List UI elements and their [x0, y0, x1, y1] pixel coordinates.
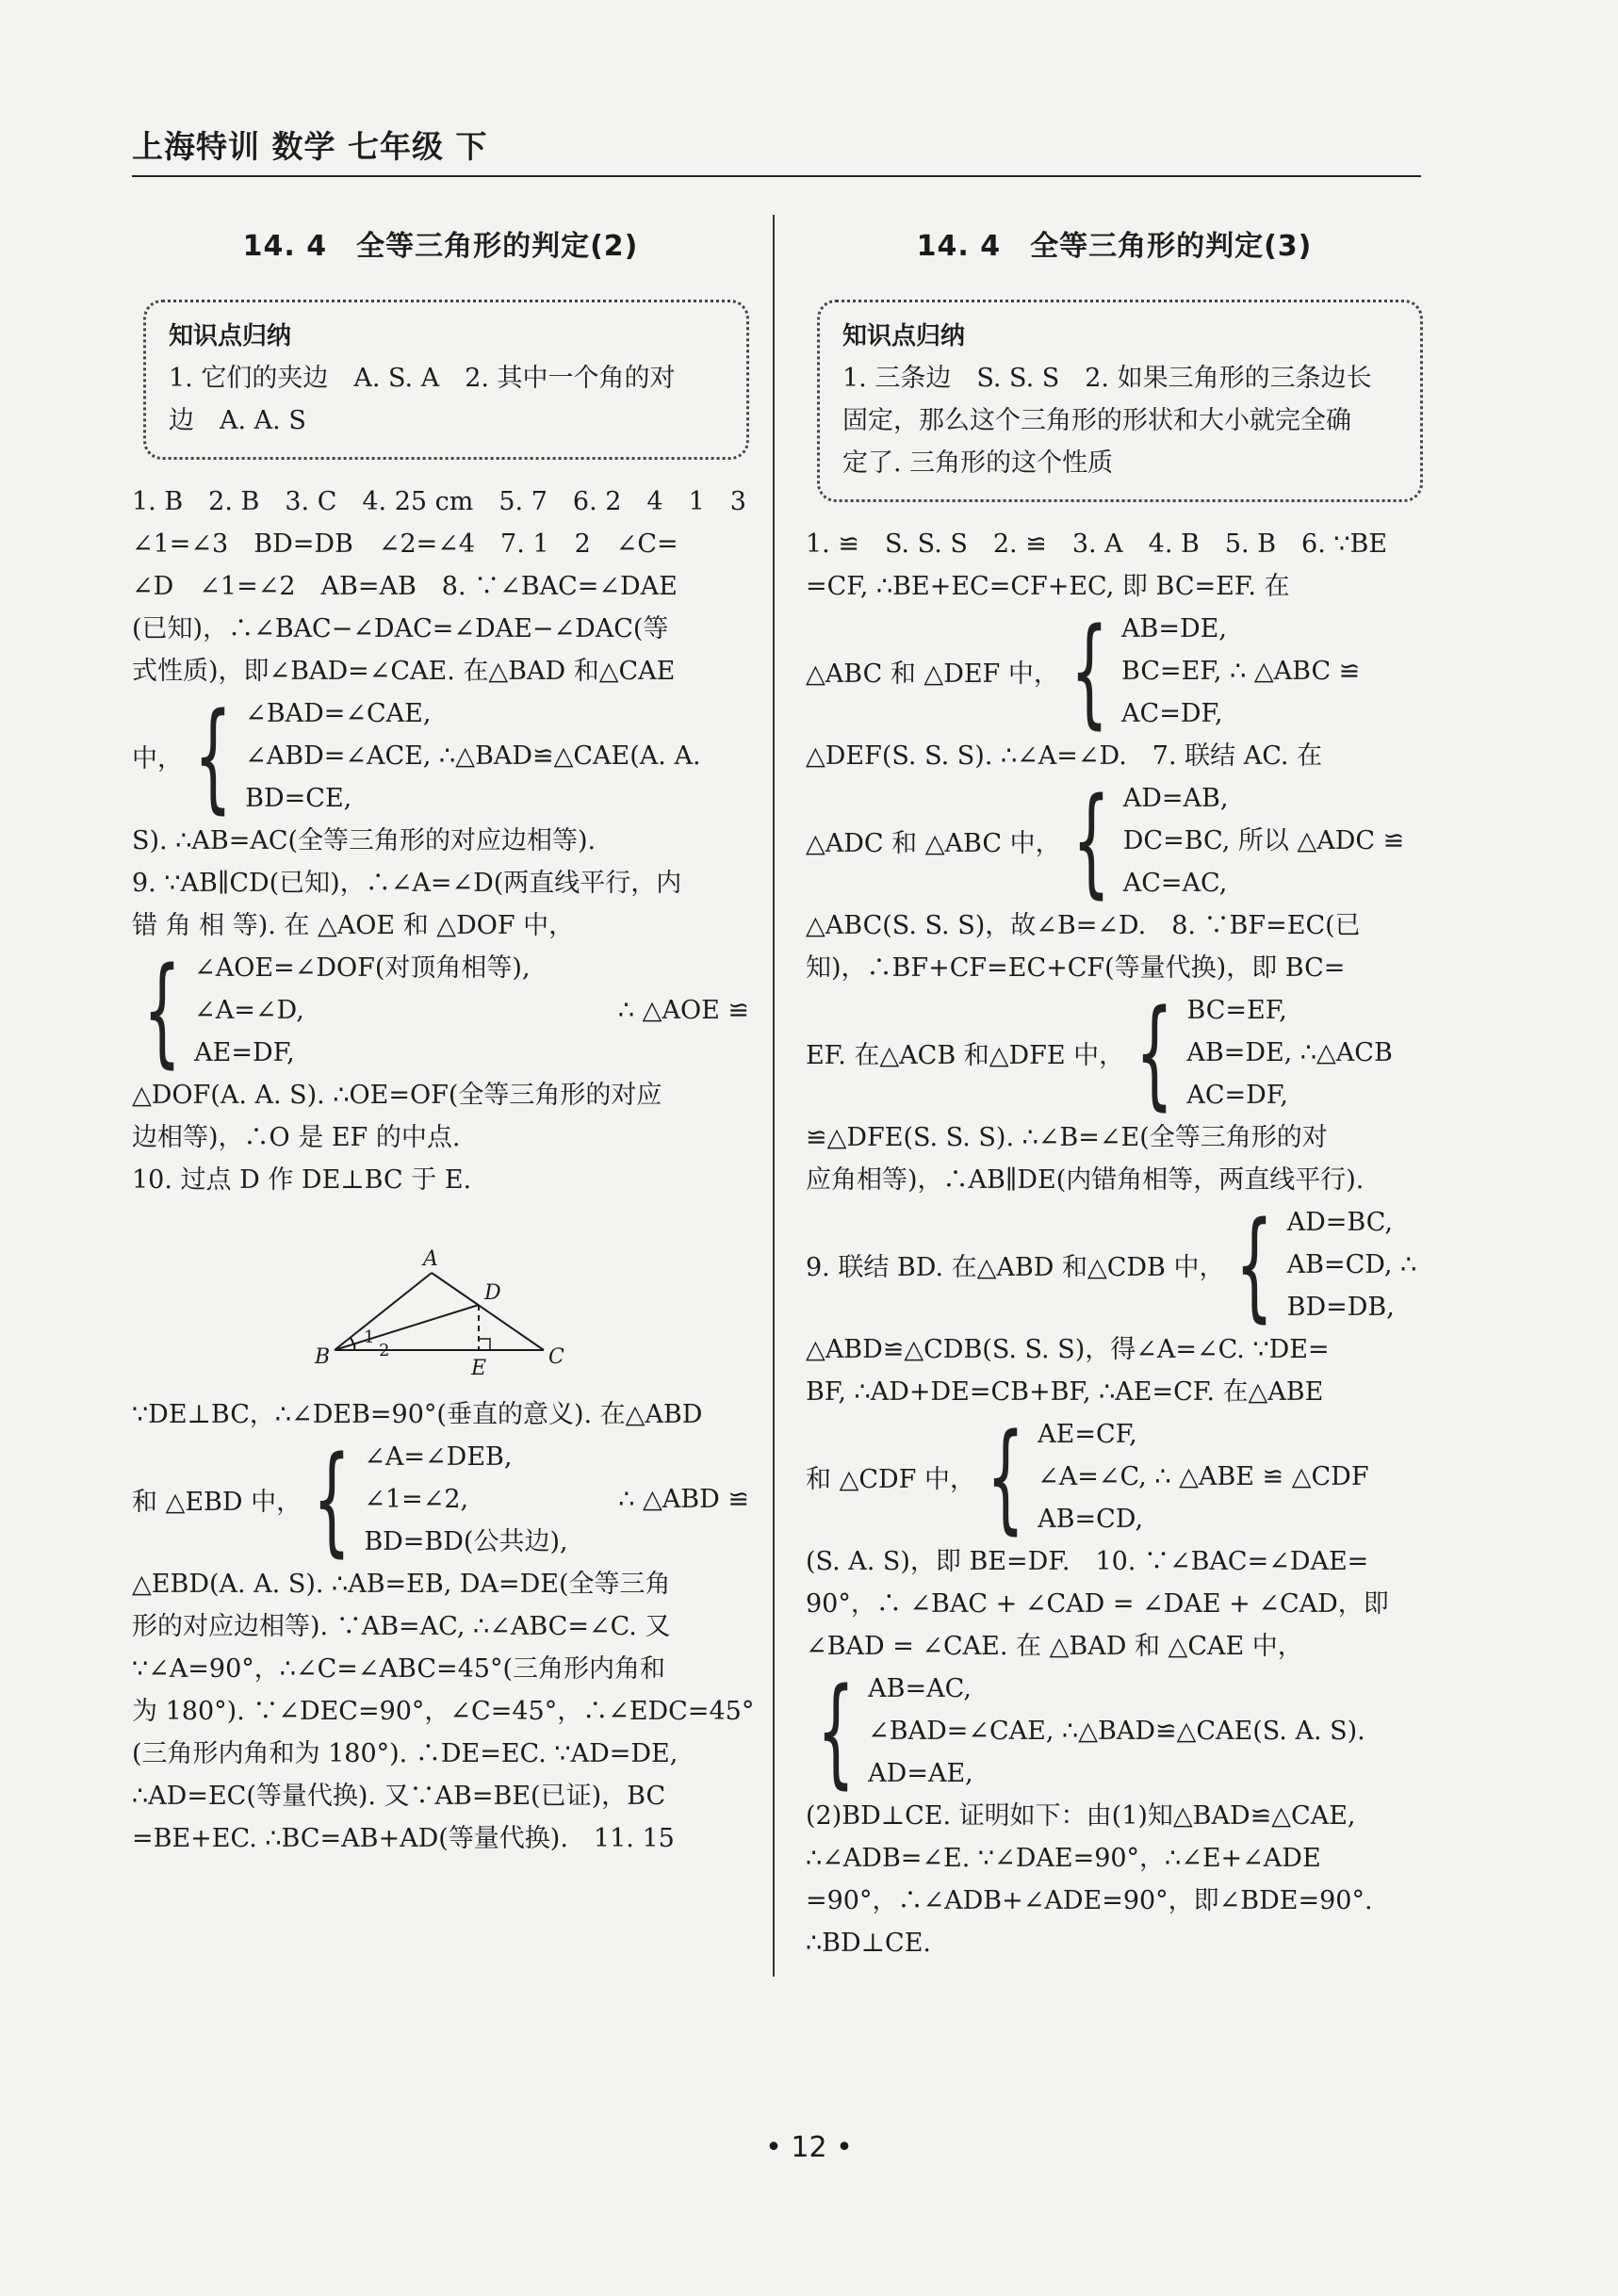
- system-row: BC=EF,: [1186, 996, 1287, 1025]
- label-e: E: [471, 1357, 487, 1380]
- answer-line: =90°，∴∠ADB+∠ADE=90°，即∠BDE=90°.: [806, 1886, 1373, 1915]
- right-angle-mark: [479, 1339, 490, 1350]
- system-prefix: △ADC 和 △ABC 中，: [806, 829, 1061, 858]
- system-suffix: ∴ △ABD ≌: [618, 1485, 749, 1514]
- answer-line: 1. ≌ S. S. S 2. ≌ 3. A 4. B 5. B 6. ∵BE: [806, 529, 1388, 559]
- left-brace: {: [313, 1429, 351, 1569]
- left-brace: {: [1235, 1195, 1274, 1334]
- equation-system: [132, 686, 749, 825]
- answer-line: ∠D ∠1=∠2 AB=AB 8. ∵∠BAC=∠DAE: [132, 572, 678, 601]
- label-b: B: [315, 1345, 331, 1369]
- system-row: ∠A=∠DEB,: [364, 1442, 513, 1472]
- column-divider: [773, 215, 775, 1977]
- answer-line: 知)，∴BF+CF=EC+CF(等量代换)，即 BC=: [806, 953, 1346, 983]
- answer-line: (2)BD⊥CE. 证明如下：由(1)知△BAD≌△CAE,: [806, 1801, 1356, 1831]
- system-prefix: 和 △EBD 中，: [132, 1488, 302, 1517]
- side-ab: [335, 1273, 432, 1350]
- left-column: [132, 222, 755, 1860]
- answer-line: =CF, ∴BE+EC=CF+EC, 即 BC=EF. 在: [806, 572, 1290, 601]
- answer-line: ∠1=∠3 BD=DB ∠2=∠4 7. 1 2 ∠C=: [132, 529, 678, 559]
- answer-line: 形的对应边相等). ∵AB=AC, ∴∠ABC=∠C. 又: [132, 1612, 671, 1641]
- left-knowledge-line: 1. 它们的夹边 A. S. A 2. 其中一个角的对: [169, 364, 676, 393]
- answer-line: (S. A. S)，即 BE=DF. 10. ∵∠BAC=∠DAE=: [806, 1547, 1369, 1576]
- answer-line: BF, ∴AD+DE=CB+BF, ∴AE=CF. 在△ABE: [806, 1377, 1324, 1407]
- system-row: DC=BC, 所以 △ADC ≌: [1122, 826, 1405, 855]
- answer-line: △ABD≌△CDB(S. S. S)，得∠A=∠C. ∵DE=: [806, 1335, 1330, 1364]
- answer-line: 为 180°). ∵∠DEC=90°，∠C=45°，∴∠EDC=45°: [132, 1697, 755, 1726]
- right-section-title: 14. 4 全等三角形的判定(3): [916, 230, 1313, 263]
- system-row: AB=DE,: [1121, 614, 1227, 643]
- answer-line: 9. ∵AB∥CD(已知)，∴∠A=∠D(两直线平行，内: [132, 869, 682, 898]
- answer-line: 边相等)，∴O 是 EF 的中点.: [132, 1123, 461, 1152]
- triangle-diagram: [132, 1213, 749, 1382]
- system-row: ∠BAD=∠CAE,: [245, 699, 432, 728]
- system-prefix: 9. 联结 BD. 在△ABD 和△CDB 中，: [806, 1253, 1225, 1282]
- left-brace: {: [1071, 771, 1110, 910]
- answer-line: (三角形内角和为 180°). ∴DE=EC. ∵AD=DE,: [132, 1739, 678, 1768]
- system-row: ∠A=∠D,: [194, 996, 304, 1025]
- equation-system: [806, 601, 1423, 741]
- system-row: BD=BD(公共边),: [364, 1527, 568, 1556]
- answer-line: 90°，∴ ∠BAC + ∠CAD = ∠DAE + ∠CAD，即: [806, 1589, 1389, 1619]
- answer-line: △EBD(A. A. S). ∴AB=EB, DA=DE(全等三角: [132, 1570, 671, 1599]
- answer-line: 1. B 2. B 3. C 4. 25 cm 5. 7 6. 2 4 1 3: [132, 487, 746, 516]
- label-c: C: [548, 1345, 564, 1369]
- answer-line: △ABC(S. S. S)，故∠B=∠D. 8. ∵BF=EC(已: [806, 911, 1361, 940]
- answer-line: ∵DE⊥BC，∴∠DEB=90°(垂直的意义). 在△ABD: [132, 1400, 703, 1429]
- system-prefix: △ABC 和 △DEF 中，: [806, 659, 1059, 689]
- system-prefix: EF. 在△ACB 和△DFE 中，: [806, 1041, 1125, 1070]
- equation-system: [806, 1407, 1423, 1546]
- right-knowledge-line: 1. 三条边 S. S. S 2. 如果三角形的三条边长: [842, 364, 1372, 393]
- answer-line: ≌△DFE(S. S. S). ∴∠B=∠E(全等三角形的对: [806, 1123, 1328, 1152]
- system-prefix: 和 △CDF 中，: [806, 1465, 975, 1494]
- left-brace: {: [194, 686, 233, 825]
- answer-line: ∴BD⊥CE.: [806, 1929, 932, 1958]
- left-knowledge-box: [143, 300, 749, 460]
- system-row: AD=AE,: [868, 1759, 973, 1788]
- answer-line: 错 角 相 等). 在 △AOE 和 △DOF 中，: [132, 911, 575, 940]
- label-1: 1: [364, 1327, 375, 1347]
- system-row: ∠A=∠C, ∴ △ABE ≌ △CDF: [1038, 1462, 1369, 1491]
- header-title: 上海特训 数学 七年级 下: [132, 128, 488, 165]
- system-row: AC=AC,: [1122, 869, 1228, 898]
- answer-line: 式性质)，即∠BAD=∠CAE. 在△BAD 和△CAE: [132, 657, 676, 686]
- right-knowledge-box: [817, 300, 1423, 502]
- answer-line: ∠BAD = ∠CAE. 在 △BAD 和 △CAE 中，: [806, 1632, 1303, 1661]
- left-section-title: 14. 4 全等三角形的判定(2): [242, 230, 639, 263]
- left-brace: {: [1136, 983, 1174, 1122]
- system-row: AC=DF,: [1121, 699, 1223, 728]
- answer-line: (已知)，∴∠BAC−∠DAC=∠DAE−∠DAC(等: [132, 614, 669, 643]
- system-suffix: ∴ △AOE ≌: [617, 996, 749, 1025]
- system-row: ∠1=∠2,: [364, 1485, 469, 1514]
- right-knowledge-heading: 知识点归纳: [842, 322, 966, 350]
- system-row: AB=CD, ∴: [1286, 1250, 1417, 1279]
- equation-system: [132, 940, 749, 1080]
- system-row: AD=BC,: [1286, 1208, 1394, 1237]
- answer-line: ∴AD=EC(等量代换). 又∵AB=BE(已证)，BC: [132, 1782, 666, 1811]
- answer-line: =BE+EC. ∴BC=AB+AD(等量代换). 11. 15: [132, 1824, 675, 1853]
- equation-system: [806, 1195, 1423, 1334]
- answer-line: △DEF(S. S. S). ∴∠A=∠D. 7. 联结 AC. 在: [806, 741, 1323, 771]
- answer-line: ∴∠ADB=∠E. ∵∠DAE=90°，∴∠E+∠ADE: [806, 1844, 1321, 1873]
- equation-system: [806, 771, 1423, 910]
- system-row: AC=DF,: [1186, 1081, 1288, 1110]
- label-d: D: [484, 1281, 501, 1305]
- answer-line: 10. 过点 D 作 DE⊥BC 于 E.: [132, 1165, 472, 1195]
- right-knowledge-line: 定了. 三角形的这个性质: [842, 448, 1114, 478]
- right-knowledge-line: 固定，那么这个三角形的形状和大小就完全确: [842, 406, 1351, 435]
- system-row: AB=AC,: [868, 1674, 972, 1703]
- system-row: AB=CD,: [1038, 1505, 1144, 1534]
- left-brace: {: [1070, 601, 1109, 741]
- system-row: BD=CE,: [245, 784, 352, 813]
- equation-system: [806, 1661, 1423, 1800]
- system-prefix: 中，: [132, 744, 183, 773]
- answer-line: ∵∠A=90°，∴∠C=∠ABC=45°(三角形内角和: [132, 1654, 665, 1684]
- answer-line: △DOF(A. A. S). ∴OE=OF(全等三角形的对应: [132, 1081, 662, 1110]
- left-knowledge-heading: 知识点归纳: [169, 322, 292, 350]
- angle-mark-1: [351, 1338, 353, 1344]
- answer-line: 应角相等)，∴AB∥DE(内错角相等，两直线平行).: [806, 1165, 1365, 1195]
- left-knowledge-line: 边 A. A. S: [169, 406, 306, 435]
- left-brace: {: [143, 940, 182, 1080]
- system-row: ∠ABD=∠ACE, ∴△BAD≌△CAE(A. A.: [245, 741, 701, 771]
- right-column: [806, 222, 1423, 1964]
- triangle-figure: [132, 1213, 749, 1386]
- system-row: AD=AB,: [1122, 784, 1229, 813]
- left-brace: {: [817, 1661, 856, 1800]
- system-row: ∠AOE=∠DOF(对顶角相等),: [194, 953, 531, 983]
- segment-bd: [335, 1305, 479, 1350]
- system-row: AB=DE, ∴△ACB: [1186, 1038, 1393, 1067]
- header-rule: [132, 175, 1421, 177]
- system-row: AE=CF,: [1038, 1420, 1137, 1449]
- page-number: • 12 •: [765, 2131, 853, 2164]
- system-row: BC=EF, ∴ △ABC ≌: [1121, 657, 1361, 686]
- equation-system: [806, 983, 1423, 1122]
- system-row: ∠BAD=∠CAE, ∴△BAD≌△CAE(S. A. S).: [868, 1717, 1365, 1746]
- answer-line: S). ∴AB=AC(全等三角形的对应边相等).: [132, 826, 597, 855]
- system-row: BD=DB,: [1286, 1293, 1395, 1322]
- label-2: 2: [379, 1341, 390, 1360]
- left-brace: {: [987, 1407, 1025, 1546]
- system-row: AE=DF,: [194, 1038, 295, 1067]
- equation-system: [132, 1429, 749, 1569]
- label-a: A: [423, 1247, 438, 1271]
